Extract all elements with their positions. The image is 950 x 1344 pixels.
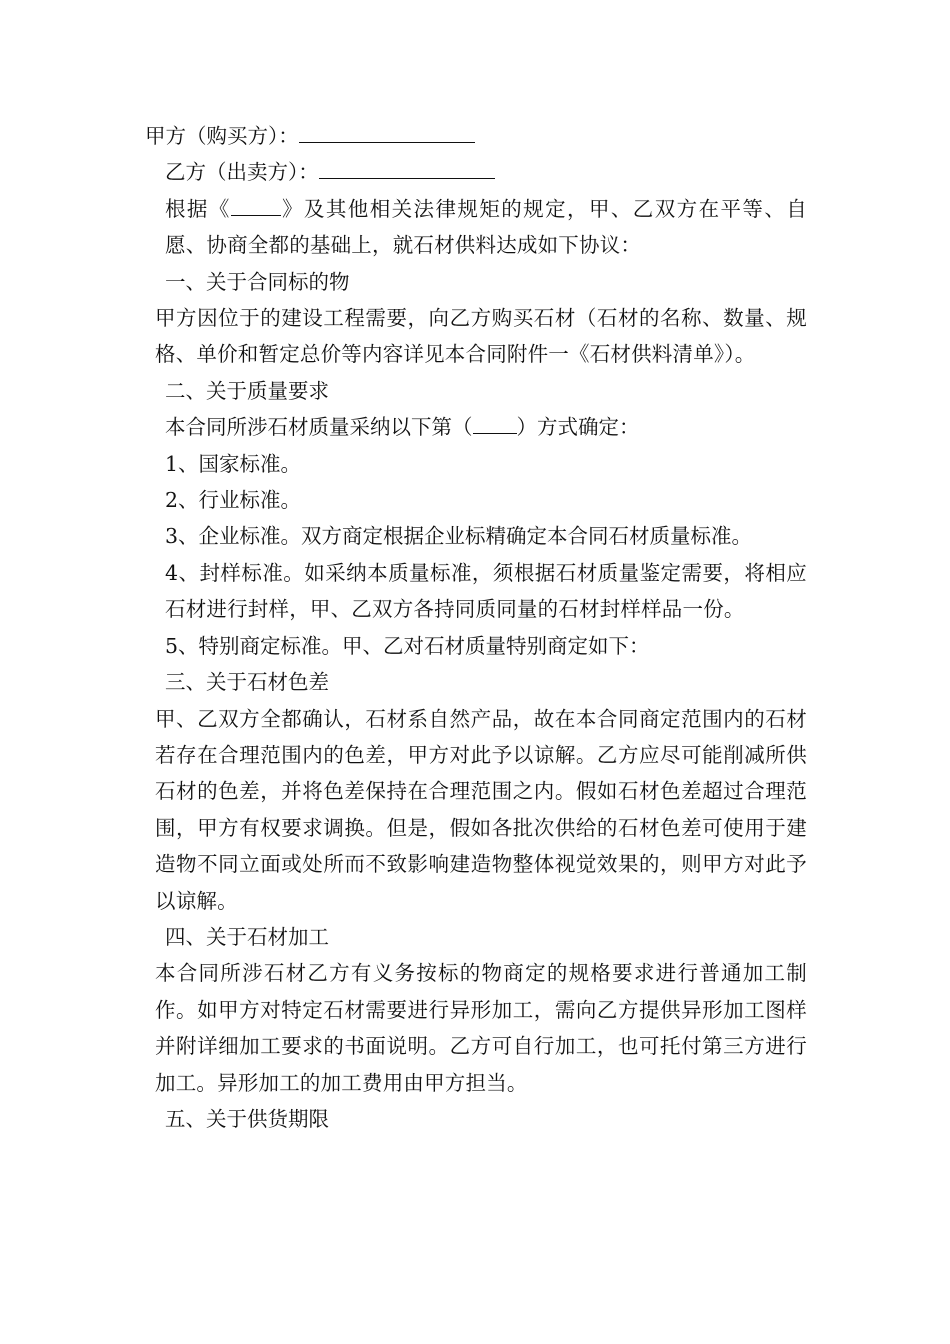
quality-item: 5、特别商定标准。甲、乙对石材质量特别商定如下： xyxy=(165,633,650,658)
section2-heading: 二、关于质量要求 xyxy=(165,378,329,403)
quality-item: 2、行业标准。 xyxy=(165,488,302,513)
preamble-part1: 根据《 xyxy=(165,196,231,221)
preamble-part2: 》及其他相关法律规矩的规定，甲、乙双方在平等、自愿、协商全都的基础上，就石材供料达成如下协议： xyxy=(165,196,807,258)
section4-body: 本合同所涉石材乙方有义务按标的物商定的规格要求进行普通加工制作。如甲方对特定石材需要进行异形加工，需向乙方提供异形加工图样并附详细加工要求的书面说明。乙方可自行加工，也可托付第三方进行加工。异形加工的加工费用由甲方担当。 xyxy=(155,961,807,1095)
party-b-line xyxy=(145,154,807,190)
party-a-blank xyxy=(299,120,475,143)
section2-intro xyxy=(145,409,807,445)
quality-item: 1、国家标准。 xyxy=(165,451,302,476)
section3-heading: 三、关于石材色差 xyxy=(165,670,329,695)
party-a-label: 甲方（购买方）： xyxy=(145,124,299,148)
section2-intro-part1: 本合同所涉石材质量采纳以下第（ xyxy=(165,415,473,440)
section2-intro-part2: ）方式确定： xyxy=(516,415,640,440)
law-name-blank xyxy=(231,193,281,216)
section4-heading: 四、关于石材加工 xyxy=(165,924,329,949)
section3-body: 甲、乙双方全都确认，石材系自然产品，故在本合同商定范围内的石材若存在合理范围内的色差，甲方对此予以谅解。乙方应尽可能削减所供石材的色差，并将色差保持在合理范围之内。假如石材色差超过合理范围，甲方有权要求调换。但是，假如各批次供给的石材色差可使用于建造物不同立面或处所而不致影响建造物整体视觉效果的，则甲方对此予以谅解。 xyxy=(155,706,807,913)
method-blank xyxy=(473,411,517,434)
preamble xyxy=(145,191,807,264)
section1-heading: 一、关于合同标的物 xyxy=(165,269,350,294)
party-a-line xyxy=(145,118,807,154)
party-b-label: 乙方（出卖方）： xyxy=(165,160,319,185)
party-b-blank xyxy=(319,156,495,179)
quality-item: 3、企业标准。双方商定根据企业标精确定本合同石材质量标准。 xyxy=(165,524,753,549)
section5-heading: 五、关于供货期限 xyxy=(165,1106,329,1131)
section1-body: 甲方因位于的建设工程需要，向乙方购买石材（石材的名称、数量、规格、单价和暂定总价等内容详见本合同附件一《石材供料清单》）。 xyxy=(155,306,807,367)
quality-item: 4、封样标准。如采纳本质量标准，须根据石材质量鉴定需要，将相应石材进行封样，甲、乙双方各持同质同量的石材封样样品一份。 xyxy=(165,560,807,622)
contract-page xyxy=(145,118,807,1137)
